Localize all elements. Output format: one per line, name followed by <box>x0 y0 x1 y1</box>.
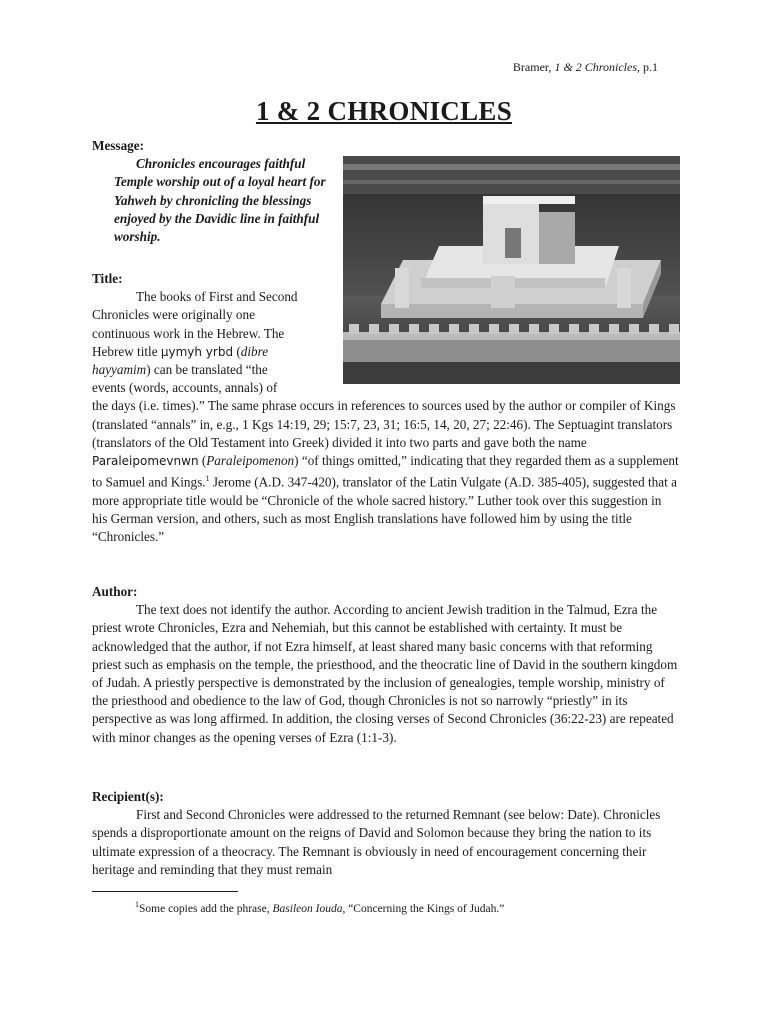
footnote-text-a: Some copies add the phrase, <box>139 902 273 915</box>
header-book: 1 & 2 Chronicles <box>554 60 637 74</box>
footnote-divider <box>92 891 238 892</box>
title-line-2: Chronicles were originally one <box>92 307 255 323</box>
recipients-section <box>92 788 680 879</box>
title-line-6: events (words, accounts, annals) of <box>92 380 278 396</box>
message-text: Chronicles encourages faithful Temple worship out of a loyal heart for Yahweh by chronicling the blessings enjoyed by the Davidic line in faithful worship. <box>114 156 326 245</box>
greek-transliteration: Paraleipomenon <box>206 453 295 469</box>
footnote-reference[interactable]: 1 <box>205 474 210 484</box>
footnote-phrase: Basileon Iouda <box>272 902 343 915</box>
transliteration-2: hayyamim <box>92 362 147 378</box>
title-line-4a: Hebrew title <box>92 343 161 359</box>
recipients-paragraph: First and Second Chronicles were addressed to the returned Remnant (see below: Date). Chronicles spends a disproportionate amount on the reigns of David and Solomon because they bring the nation to its ultimate expression of a theocracy. The Remnant is obviously in need of encouragement concerning their heritage and reminding that they must remain <box>92 807 661 877</box>
title-heading: Title: <box>92 271 123 286</box>
title-line-4b: ( <box>233 343 241 359</box>
footnote-number: 1 <box>135 900 139 909</box>
footnote <box>135 900 504 915</box>
author-section <box>92 583 680 747</box>
message-section <box>92 137 342 246</box>
running-header <box>513 60 658 75</box>
title-line-3: continuous work in the Hebrew. The <box>92 325 285 341</box>
title-rest-3: ) “of things omitted,” indicating that they regarded them as a supplement to Samuel and Kings. <box>92 453 679 490</box>
header-author: Bramer, <box>512 60 555 74</box>
page-title: 1 & 2 CHRONICLES <box>255 96 513 126</box>
title-line-5-text: ) can be translated “the <box>146 362 268 378</box>
title-rest-2: ( <box>198 453 207 469</box>
author-heading: Author: <box>92 584 138 599</box>
title-section <box>92 270 680 546</box>
footnote-text-b: , “Concerning the Kings of Judah.” <box>342 902 505 915</box>
transliteration-1: dibre <box>240 343 269 359</box>
header-page: , p.1 <box>637 60 658 74</box>
greek-title: Paraleipomevnwn <box>92 454 199 469</box>
title-line-5 <box>92 361 332 379</box>
hebrew-title: µymyh yrbd <box>160 344 234 359</box>
title-rest-4: Jerome (A.D. 347-420), translator of the Latin Vulgate (A.D. 385-405), suggested that a more appropriate title would be “Chronicle of the whole sacred history.” Luther took over this suggestion in his German version, and others, such as most English translations have followed him by using the title “Chronicles.” <box>92 474 677 545</box>
author-paragraph: The text does not identify the author. According to ancient Jewish tradition in the Talmud, Ezra the priest wrote Chronicles, Ezra and Nehemiah, but this cannot be established with certainty. It must be acknowledged that the author, if not Ezra himself, at least shared many basic concerns with that reforming priest such as emphasis on the temple, the priesthood, and the theocratic line of David in the southern kingdom of Judah. A priestly perspective is demonstrated by the inclusion of genealogies, temple worship, ministry of the priesthood and obedience to the law of God, though Chronicles is not so narrowly “priestly” in its perspective as was long affirmed. In addition, the closing verses of Second Chronicles (36:22-23) are repeated with minor changes as the opening verses of Ezra (1:1-3). <box>92 602 678 745</box>
title-paragraph-rest <box>92 397 680 546</box>
recipients-heading: Recipient(s): <box>92 789 164 804</box>
message-heading: Message: <box>92 138 144 153</box>
title-line-4 <box>92 343 332 361</box>
title-rest-1: the days (i.e. times).” The same phrase occurs in references to sources used by the author or compiler of Kings (translated “annals” in, e.g., 1 Kgs 14:19, 29; 15:7, 23, 31; 16:5, 14, 20, 27; 22:46). The Septuagint translators (translators of the Old Testament into Greek) divided it into two parts and gave both the name <box>92 398 676 450</box>
title-line-1: The books of First and Second <box>136 289 298 305</box>
